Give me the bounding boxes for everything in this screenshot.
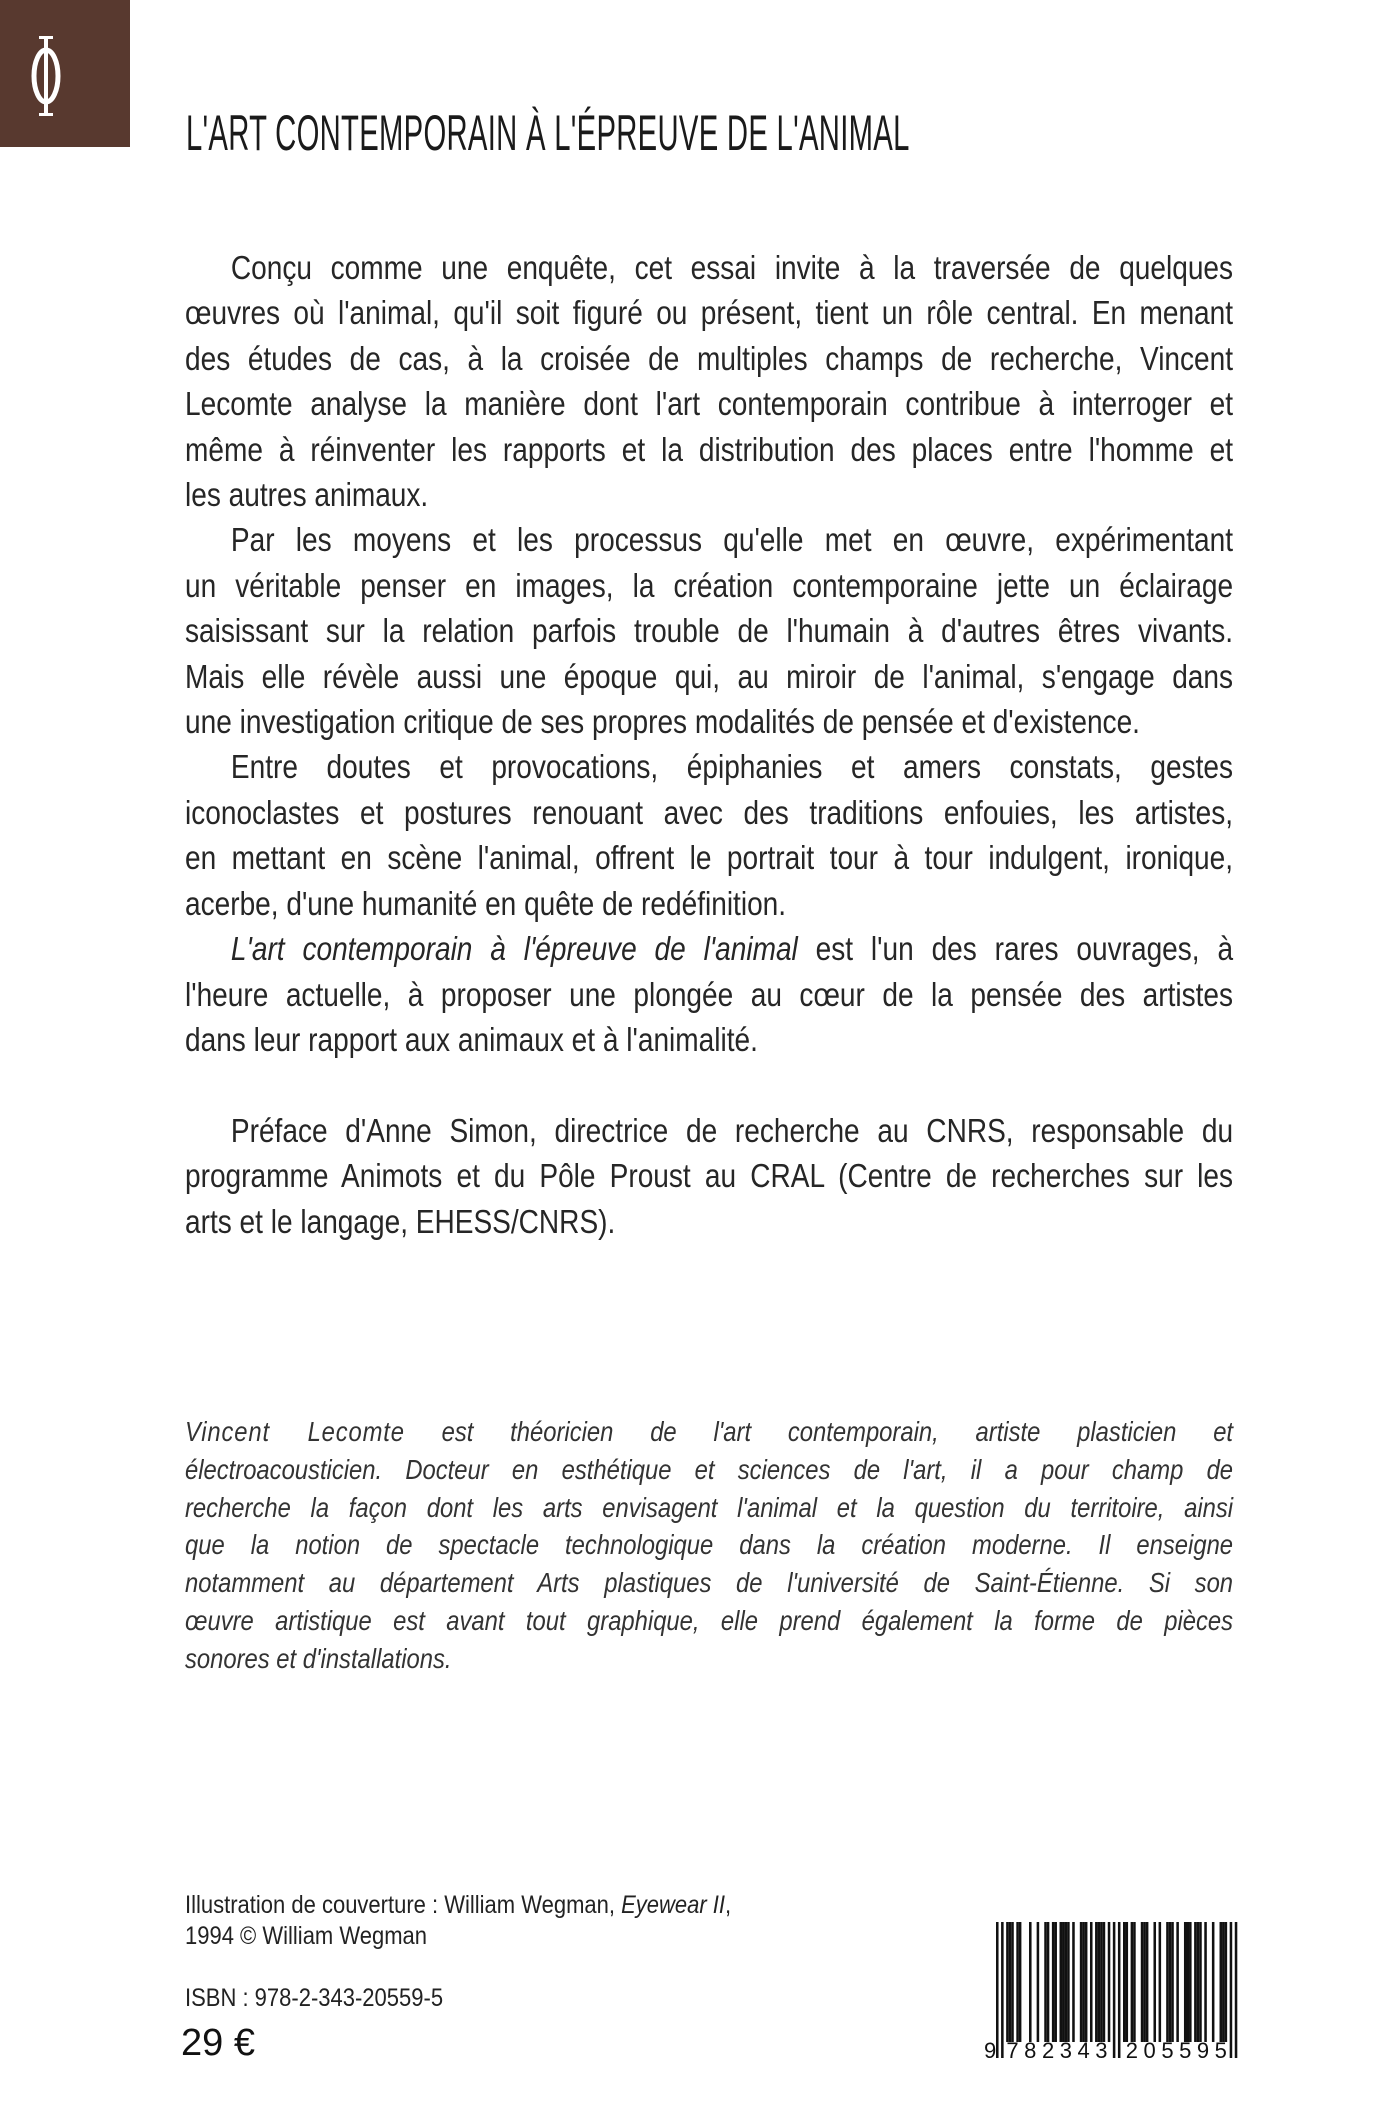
line-text: Entre doutes et provocations, épiphanies et amers constats, gestes <box>230 748 1234 786</box>
line-text: saisissant sur la relation parfois trouble de l'humain à d'autres êtres vivants. <box>185 612 1234 650</box>
text-line <box>185 1108 1233 1153</box>
text-line <box>185 1526 1233 1564</box>
barcode-bar <box>1067 1922 1070 2042</box>
barcode-digit: 3 <box>1059 2038 1072 2062</box>
barcode-bar <box>1159 1922 1162 2042</box>
line-text: des études de cas, à la croisée de multiples champs de recherche, Vincent <box>185 339 1234 377</box>
barcode-bar <box>1197 1922 1200 2042</box>
line-text: les autres animaux. <box>185 476 429 514</box>
blurb-paragraph <box>185 517 1233 744</box>
credit-text: Illustration de couverture : William Wegman, <box>185 1891 622 1919</box>
barcode-bar <box>1194 1922 1197 2042</box>
text-line <box>185 790 1233 835</box>
barcode-bar <box>1204 1922 1207 2042</box>
text-line <box>185 1489 1233 1527</box>
text-line <box>185 654 1233 699</box>
barcode-bar <box>1235 1922 1238 2058</box>
barcode-bar <box>1016 1922 1019 2042</box>
text-line <box>185 290 1233 335</box>
barcode-bar <box>1047 1922 1050 2042</box>
barcode-bar <box>1123 1922 1126 2042</box>
phi-logo-icon <box>16 34 76 118</box>
line-text: en mettant en scène l'animal, offrent le portrait tour à tour indulgent, ironique, <box>185 839 1234 877</box>
barcode-bar <box>1189 1922 1192 2042</box>
text-line <box>185 381 1233 426</box>
blurb-paragraph <box>185 926 1233 1062</box>
barcode-bar <box>1100 1922 1103 2042</box>
barcode-bar <box>1060 1922 1063 2042</box>
barcode-bar <box>1141 1922 1144 2042</box>
text-line <box>185 744 1233 789</box>
isbn: ISBN : 978-2-343-20559-5 <box>185 1984 444 2012</box>
price: 29 € <box>181 2022 255 2064</box>
barcode-bar <box>1166 1922 1169 2042</box>
barcode-bar <box>1011 1922 1014 2042</box>
barcode-bar <box>1153 1922 1156 2042</box>
barcode-digit: 9 <box>1196 2038 1210 2062</box>
line-text: est théoricien de l'art contemporain, artiste plasticien et <box>404 1416 1234 1447</box>
text-line <box>185 336 1233 381</box>
barcode-bar <box>1171 1922 1174 2042</box>
line-text: même à réinventer les rapports et la distribution des places entre l'homme et <box>185 430 1234 468</box>
line-text: œuvre artistique est avant tout graphique, elle prend également la forme de pièces <box>185 1604 1234 1636</box>
line-text: Préface d'Anne Simon, directrice de recherche au CNRS, responsable du <box>230 1111 1234 1149</box>
line-text: électroacousticien. Docteur en esthétique et sciences de l'art, il a pour champ de <box>185 1453 1234 1485</box>
barcode-bar <box>1090 1922 1093 2042</box>
line-text: un véritable penser en images, la création contemporaine jette un éclairage <box>185 566 1234 604</box>
book-title-italic: L'art contemporain à l'épreuve de l'animal <box>230 930 798 968</box>
text-line <box>185 245 1233 290</box>
text-line <box>185 1017 1233 1062</box>
barcode-bar <box>1095 1922 1098 2042</box>
text-line <box>185 926 1233 971</box>
barcode-bar <box>1001 1922 1004 2058</box>
barcode-bar <box>1220 1922 1223 2042</box>
text-line <box>185 1602 1233 1640</box>
barcode-bar <box>1029 1922 1032 2042</box>
barcode-digit: 4 <box>1077 2038 1090 2062</box>
barcode-bar <box>1176 1922 1179 2042</box>
line-text: acerbe, d'une humanité en quête de redéfinition. <box>185 884 787 922</box>
barcode-bar <box>1052 1922 1055 2042</box>
cover-credit <box>185 1890 731 1952</box>
barcode-bar <box>1230 1922 1233 2058</box>
preface-paragraph <box>185 1108 1233 1244</box>
author-name: Vincent Lecomte <box>185 1416 405 1447</box>
barcode-bar <box>1126 1922 1129 2042</box>
barcode-digit: 5 <box>1161 2038 1174 2062</box>
barcode-digit: 2 <box>1041 2038 1055 2062</box>
text-line <box>185 427 1233 472</box>
line-text: Conçu comme une enquête, cet essai invite à la traversée de quelques <box>230 249 1234 286</box>
text-line <box>185 472 1233 517</box>
text-line <box>185 1413 1233 1451</box>
book-title: L'ART CONTEMPORAIN À L'ÉPREUVE DE L'ANIMAL <box>186 105 910 161</box>
barcode-bar <box>1169 1922 1172 2042</box>
barcode-bar <box>1131 1922 1134 2042</box>
barcode-digit: 7 <box>1006 2038 1019 2062</box>
text-line <box>185 835 1233 880</box>
barcode-bar <box>1108 1922 1111 2042</box>
barcode-digit: 3 <box>1095 2038 1108 2062</box>
line-text: iconoclastes et postures renouant avec des traditions enfouies, les artistes, <box>185 793 1234 831</box>
text-line <box>185 517 1233 562</box>
barcode-bar <box>1133 1922 1136 2042</box>
line-text: Mais elle révèle aussi une époque qui, au miroir de l'animal, s'engage dans <box>185 657 1234 695</box>
barcode-bar <box>1044 1922 1047 2042</box>
line-text: sonores et d'installations. <box>185 1642 452 1674</box>
line-text: programme Animots et du Pôle Proust au CRAL (Centre de recherches sur les <box>185 1157 1234 1195</box>
barcode-bar <box>996 1922 999 2058</box>
blurb <box>185 245 1233 1244</box>
barcode-bar <box>1082 1922 1085 2042</box>
text-line <box>185 1564 1233 1602</box>
barcode-bar <box>1019 1922 1022 2042</box>
barcode-bar <box>1009 1922 1012 2042</box>
credit-suffix: , <box>725 1891 732 1919</box>
barcode-digit: 5 <box>1214 2038 1227 2062</box>
text-line <box>185 972 1233 1017</box>
barcode-bar <box>1118 1922 1121 2058</box>
line-text: une investigation critique de ses propres modalités de pensée et d'existence. <box>185 703 1140 741</box>
credit-copyright: 1994 © William Wegman <box>185 1922 427 1950</box>
line-text: recherche la façon dont les arts envisagent l'animal et la question du territoire, ainsi <box>185 1491 1234 1523</box>
barcode-bar <box>1054 1922 1057 2042</box>
barcode-digit: 0 <box>1143 2038 1156 2062</box>
author-bio <box>185 1413 1233 1678</box>
barcode-bar <box>1222 1922 1225 2042</box>
line-text: arts et le langage, EHESS/CNRS). <box>185 1202 616 1240</box>
line-text: est l'un des rares ouvrages, à <box>797 930 1234 968</box>
line-text: notamment au département Arts plastiques de l'université de Saint-Étienne. Si son <box>185 1567 1234 1599</box>
text-line <box>185 699 1233 744</box>
credit-work-title: Eyewear II <box>621 1891 726 1919</box>
barcode-bar <box>1103 1922 1106 2042</box>
barcode-digit: 2 <box>1125 2038 1139 2062</box>
text-line <box>185 563 1233 608</box>
barcode-bar <box>1146 1922 1149 2042</box>
barcode-bar <box>1212 1922 1215 2042</box>
text-line <box>185 1199 1233 1244</box>
text-line <box>185 608 1233 653</box>
barcode-bar <box>1225 1922 1228 2042</box>
line-text: dans leur rapport aux animaux et à l'animalité. <box>185 1020 758 1058</box>
barcode-bar <box>1080 1922 1083 2042</box>
publisher-logo <box>0 0 130 147</box>
line-text: Lecomte analyse la manière dont l'art contemporain contribue à interroger et <box>185 385 1234 423</box>
barcode-bar <box>1143 1922 1146 2042</box>
barcode <box>980 1920 1250 2062</box>
barcode-bar <box>1062 1922 1065 2042</box>
line-text: Par les moyens et les processus qu'elle met en œuvre, expérimentant <box>230 521 1234 559</box>
barcode-bar <box>1037 1922 1040 2042</box>
barcode-bar <box>1199 1922 1202 2042</box>
barcode-digit: 9 <box>984 2038 997 2062</box>
line-text: œuvres où l'animal, qu'il soit figuré ou présent, tient un rôle central. En menant <box>185 294 1234 332</box>
barcode-digit: 8 <box>1024 2038 1037 2062</box>
barcode-bar <box>1072 1922 1075 2042</box>
line-text: l'heure actuelle, à proposer une plongée au cœur de la pensée des artistes <box>185 975 1234 1013</box>
barcode-bar <box>1184 1922 1187 2042</box>
text-line <box>185 1153 1233 1198</box>
barcode-digit: 5 <box>1179 2038 1192 2062</box>
barcode-bar <box>1006 1922 1009 2042</box>
text-line <box>185 1640 1233 1678</box>
barcode-bar <box>1065 1922 1068 2042</box>
text-line <box>185 1451 1233 1489</box>
barcode-bar <box>1113 1922 1116 2058</box>
barcode-bar <box>1098 1922 1101 2042</box>
blurb-paragraph <box>185 245 1233 517</box>
blurb-paragraph <box>185 744 1233 926</box>
line-text: que la notion de spectacle technologique dans la création moderne. Il enseigne <box>185 1529 1234 1561</box>
text-line <box>185 881 1233 926</box>
barcode-bar <box>1187 1922 1190 2042</box>
barcode-bar <box>1085 1922 1088 2042</box>
